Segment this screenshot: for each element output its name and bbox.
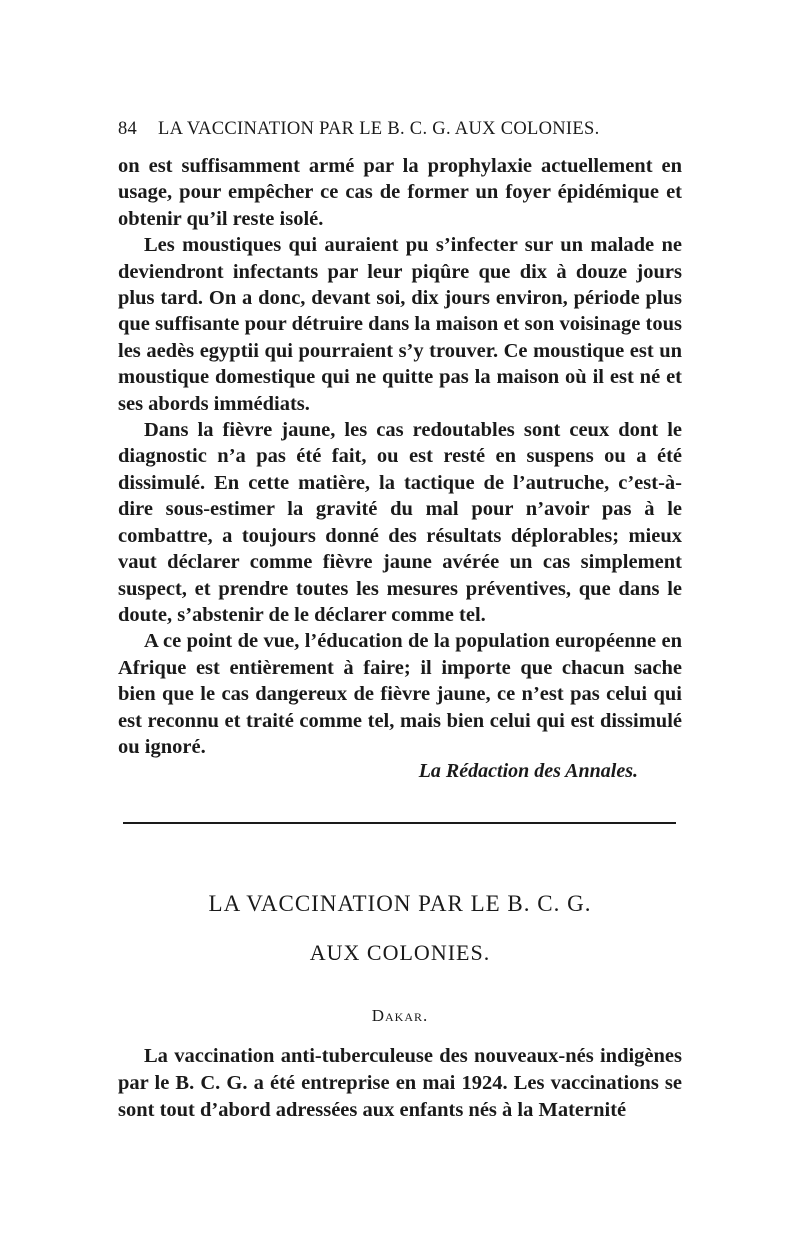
running-title: LA VACCINATION PAR LE B. C. G. AUX COLONIES. — [158, 119, 600, 139]
paragraph: Les moustiques qui auraient pu s’infecter sur un malade ne deviendront infectants par leur piqûre que dix à douze jours plus tard. On a donc, devant soi, dix jours environ, période plus que suffisante pour détruire dans la maison et son voisinage tous les aedès egyptii qui pourraient s’y trouver. Ce moustique est un moustique domestique qui ne quitte pas la maison où il est né et ses abords immédiats. — [118, 234, 682, 415]
paragraph: on est suffisamment armé par la prophylaxie actuellement en usage, pour empêcher ce cas de former un foyer épidémique et obtenir qu’il reste isolé. — [118, 155, 682, 230]
signature: La Rédaction des Annales. — [418, 760, 638, 782]
main-text — [118, 153, 682, 760]
page-number: 84 — [118, 119, 138, 139]
article-text — [118, 1043, 682, 1124]
section-divider — [123, 822, 676, 824]
paragraph: Dans la fièvre jaune, les cas redoutables sont ceux dont le diagnostic n’a pas été fait, ou est resté en suspens ou a été dissimulé. En cette matière, la tactique de l’autruche, c’est-à-dire sous-estimer la gravité du mal pour n’avoir pas à le combattre, a toujours donné des résultats déplorables; mieux vaut déclarer comme fièvre jaune avérée un cas simplement suspect, et prendre toutes les mesures préventives, que dans le doute, s’abstenir de le déclarer comme tel. — [118, 419, 682, 626]
article-place: Dakar. — [371, 1006, 429, 1025]
paragraph: La vaccination anti-tuberculeuse des nouveaux-nés indigènes par le B. C. G. a été entreprise en mai 1924. Les vaccinations se sont tout d’abord adressées aux enfants nés à la Maternité — [118, 1045, 682, 1121]
paragraph: A ce point de vue, l’éducation de la population européenne en Afrique est entièrement à faire; il importe que chacun sache bien que le cas dangereux de fièvre jaune, ce n’est pas celui qui est reconnu et traité comme tel, mais bien celui qui est dissimulé ou ignoré. — [118, 630, 682, 758]
article-subtitle: AUX COLONIES. — [309, 940, 491, 965]
running-header — [118, 119, 682, 140]
article-title: LA VACCINATION PAR LE B. C. G. — [208, 891, 592, 916]
